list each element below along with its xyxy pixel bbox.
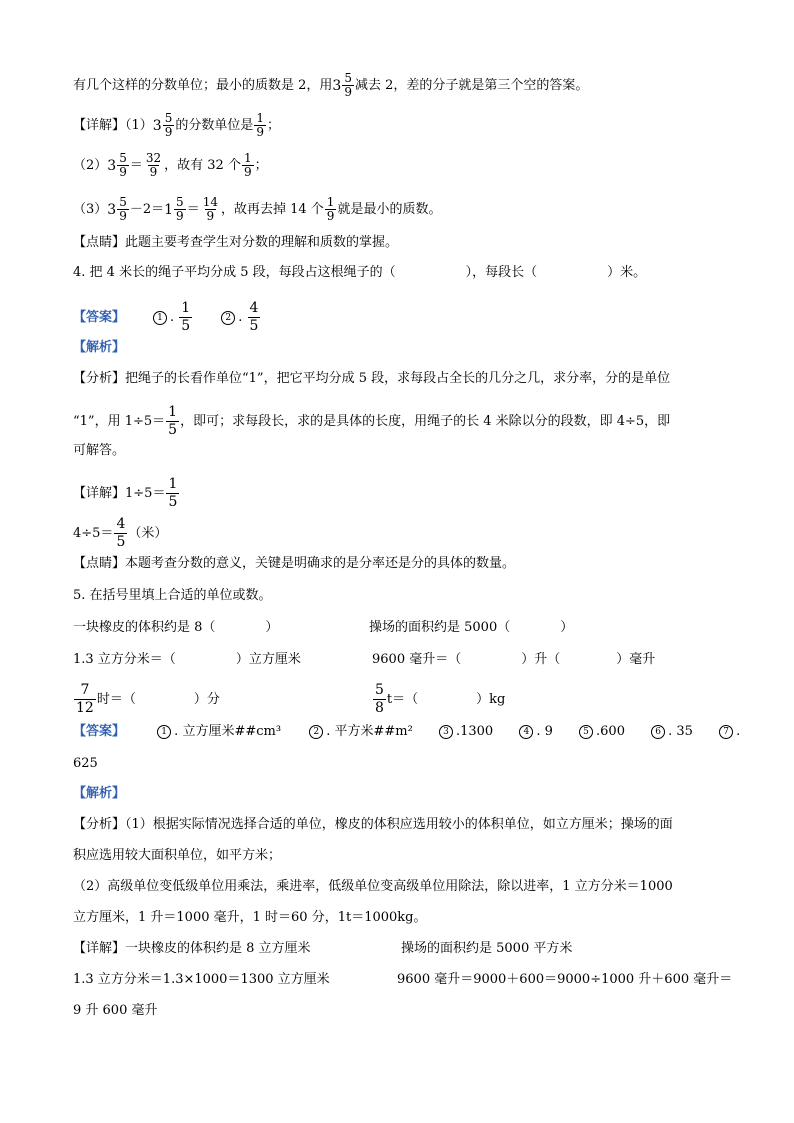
q4-fenxi-line3: 可解答。 [73,443,126,458]
point-text: 此题主要考查学生对分数的理解和质数的掌握。 [125,235,399,250]
q4-answer-line: 【答案】 1 . $\frac{1}{5}$ 2 . $\frac{4}{5}$ [73,300,259,334]
q5-fenxi-line3: （2）高级单位变低级单位用乘法，乘进率，低级单位变高级单位用除法，除以进率，1 立方分米＝1000 [73,879,673,894]
q4-fenxi-line2: “1”，用 1÷5＝ $\frac{1}{5}$ ，即可；求每段长，求的是具体的长度，用绳子的长 4 米除以分的段数，即 4÷5，即 [73,404,671,438]
q5-fenxi-line1: 【分析】（1）根据实际情况选择合适的单位，橡皮的体积应选用较小的体积单位，如立方厘米；操场的面 [73,817,673,832]
answer-marker-1: 1 [153,311,167,325]
answer-1-fraction: $\frac{1}{5}$ [181,300,191,334]
q3-detail-line3: （3） 3 $\frac{5}{9}$ －2＝ 1 $\frac{5}{9}$ ＝ $\frac{14}{9}$ ，故再去掉 14 个 $\frac{1}{9}$ 就是最小的质数。 [73,195,442,223]
q5-detail-line1-left: 【详解】一块橡皮的体积约是 8 立方厘米 [73,941,311,956]
mixed-number: 3 $\frac{5}{9}$ [332,71,352,99]
q3-point-line [73,233,398,253]
answer-tag: 【答案】 [73,310,126,325]
intro-line [73,72,588,99]
q5-question: 5. 在括号里填上合适的单位或数。 [73,588,272,603]
q4-point-line: 【点睛】本题考查分数的意义，关键是明确求的是分率还是分的具体的数量。 [73,556,516,571]
q4-fenxi-line1: 【分析】把绳子的长看作单位“1”，把它平均分成 5 段，求每段占全长的几分之几，求分率，分的是单位 [73,371,671,386]
q5-row2-left: 1.3 立方分米＝（ ）立方厘米 [73,652,301,667]
q3-detail-line2: （2） 3 $\frac{5}{9}$ ＝ $\frac{32}{9}$ ，故有 32 个 $\frac{1}{9}$ ； [73,151,268,179]
q5-row1-left: 一块橡皮的体积约是 8（ ） [73,620,279,635]
q4-detail-line1: 【详解】1÷5＝ $\frac{1}{5}$ [73,476,178,510]
intro-text-a: 有几个这样的分数单位；最小的质数是 2，用 [73,78,333,93]
q5-answer-line: 【答案】 1 . 立方厘米##cm³ 2 . 平方米##m² 3 .1300 4 . 9 5 .600 6 . 35 7 . [73,724,741,739]
q3-detail-line1: 【详解】（1） 3 $\frac{5}{9}$ 的分数单位是 $\frac{1}{9}$ ； [73,111,281,139]
point-tag: 【点睛】 [73,235,126,250]
q5-detail-line3: 9 升 600 毫升 [73,1003,158,1018]
q5-row3-right: $\frac{5}{8}$ t＝（ ）kg [375,682,506,716]
q5-detail-line2-right: 9600 毫升＝9000＋600＝9000÷1000 升＋600 毫升＝ [397,972,733,987]
intro-text-b: 减去 2，差的分子就是第三个空的答案。 [354,78,589,93]
answer-marker-2: 2 [221,311,235,325]
q5-fenxi-line2: 积应选用较大面积单位，如平方米； [73,848,282,863]
q5-analysis-tag: 【解析】 [73,786,126,801]
q5-row2-right: 9600 毫升＝（ ）升（ ）毫升 [372,652,656,667]
detail-tag: 【详解】 [73,118,126,133]
answer-2-fraction: $\frac{4}{5}$ [249,300,259,334]
q5-fenxi-line4: 立方厘米，1 升＝1000 毫升，1 时＝60 分，1t＝1000kg。 [73,910,427,925]
q5-row3-left: $\frac{7}{12}$ 时＝（ ）分 [76,682,220,716]
q5-detail-line1-right: 操场的面积约是 5000 平方米 [401,941,573,956]
q4-analysis-tag: 【解析】 [73,340,126,355]
q5-detail-line2-left: 1.3 立方分米＝1.3×1000＝1300 立方厘米 [73,972,330,987]
q5-answer-wrap: 625 [73,756,98,771]
q4-detail-line2: 4÷5＝ $\frac{4}{5}$ （米） [73,516,168,550]
q4-question: 4. 把 4 米长的绳子平均分成 5 段，每段占这根绳子的（ ），每段长（ ）米。 [73,265,647,280]
q5-row1-right: 操场的面积约是 5000（ ） [369,620,574,635]
